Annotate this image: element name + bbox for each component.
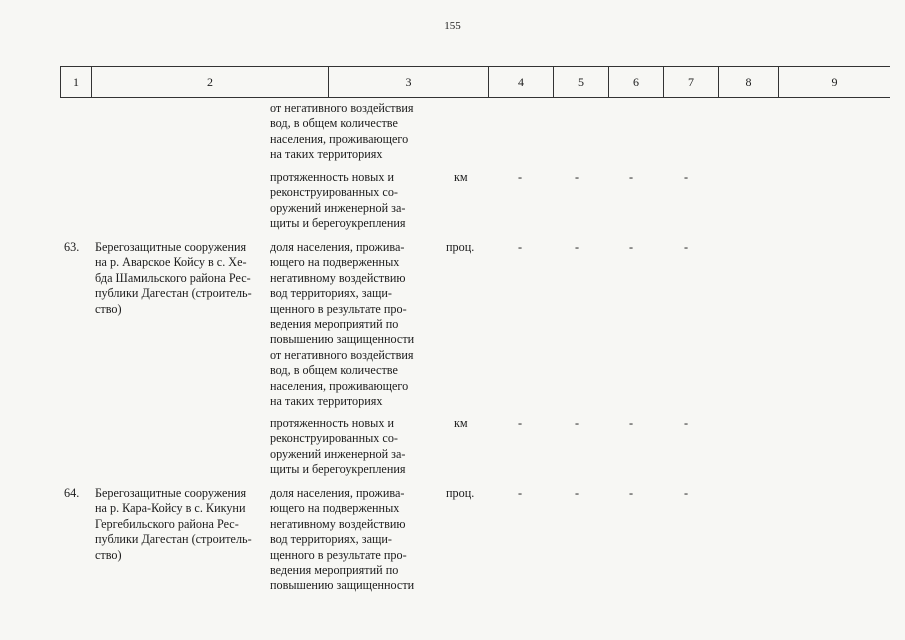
indicator-line: вод территориях, защи-: [270, 532, 392, 547]
header-col-2: 2: [91, 67, 328, 97]
indicator-line: повышению защищенности: [270, 578, 415, 593]
indicator-line: ющего на подверженных: [270, 501, 400, 516]
indicator-line: вод, в общем количестве: [270, 116, 398, 131]
row-3-unit: км: [454, 416, 468, 430]
row-1-value-5: -: [518, 170, 523, 184]
name-line: Берегозащитные сооружения: [95, 486, 247, 500]
row-0-indicator: [270, 101, 428, 163]
indicator-line: щиты и берегоукрепления: [270, 216, 406, 231]
name-line: ство): [95, 301, 122, 316]
row-64-indicator: [270, 486, 428, 594]
table-header: [60, 66, 890, 98]
indicator-line: доля населения, прожива-: [270, 240, 405, 254]
name-line: на р. Аварское Койсу в с. Хе-: [95, 255, 247, 270]
indicator-line: реконструированных со-: [270, 431, 398, 446]
indicator-line: оружений инженерной за-: [270, 446, 406, 461]
indicator-line: протяженность новых и: [270, 416, 394, 430]
row-64-value-6: -: [575, 486, 580, 500]
indicator-line: населения, проживающего: [270, 131, 409, 146]
indicator-line: негативному воздействию: [270, 270, 406, 285]
header-col-5: 5: [553, 67, 608, 97]
indicator-line: доля населения, прожива-: [270, 486, 405, 500]
indicator-line: реконструированных со-: [270, 185, 398, 200]
name-line: на р. Кара-Койсу в с. Кикуни: [95, 501, 246, 516]
row-1-value-7: -: [629, 170, 634, 184]
name-line: Берегозащитные сооружения: [95, 240, 247, 254]
header-col-6: 6: [608, 67, 663, 97]
row-63-unit: проц.: [446, 240, 475, 254]
row-3-value-8: -: [684, 416, 689, 430]
row-1-value-8: -: [684, 170, 689, 184]
header-col-1: 1: [60, 67, 91, 97]
row-64-value-8: -: [684, 486, 689, 500]
indicator-line: щенного в результате про-: [270, 547, 407, 562]
row-63-value-7: -: [629, 240, 634, 254]
row-3-value-7: -: [629, 416, 634, 430]
indicator-line: на таких территориях: [270, 147, 383, 162]
indicator-line: ведения мероприятий по: [270, 317, 399, 332]
row-64-value-7: -: [629, 486, 634, 500]
name-line: ство): [95, 547, 122, 562]
header-col-4: 4: [488, 67, 553, 97]
indicator-line: вод, в общем количестве: [270, 363, 398, 378]
indicator-line: ведения мероприятий по: [270, 563, 399, 578]
row-64-value-5: -: [518, 486, 523, 500]
indicator-line: щенного в результате про-: [270, 301, 407, 316]
header-col-3: 3: [328, 67, 488, 97]
indicator-line: оружений инженерной за-: [270, 200, 406, 215]
row-64-number: 64.: [64, 486, 80, 500]
name-line: бда Шамильского района Рес-: [95, 270, 251, 285]
row-1-indicator: [270, 170, 428, 232]
indicator-line: на таких территориях: [270, 394, 383, 409]
row-1-unit: км: [454, 170, 468, 184]
row-3-value-5: -: [518, 416, 523, 430]
indicator-line: щиты и берегоукрепления: [270, 462, 406, 477]
indicator-line: от негативного воздействия: [270, 101, 414, 115]
row-63-value-6: -: [575, 240, 580, 254]
indicator-line: от негативного воздействия: [270, 347, 414, 362]
row-63-value-5: -: [518, 240, 523, 254]
indicator-line: протяженность новых и: [270, 170, 394, 184]
row-63-number: 63.: [64, 240, 80, 254]
header-col-9: 9: [778, 67, 890, 97]
row-64-name: [95, 486, 266, 563]
row-63-value-8: -: [684, 240, 689, 254]
row-64-unit: проц.: [446, 486, 475, 500]
page-number: 155: [444, 20, 461, 32]
row-63-name: [95, 240, 266, 317]
row-63-indicator: [270, 240, 428, 409]
name-line: публики Дагестан (строитель-: [95, 532, 252, 547]
row-1-value-6: -: [575, 170, 580, 184]
header-col-7: 7: [663, 67, 718, 97]
header-col-8: 8: [718, 67, 778, 97]
row-3-value-6: -: [575, 416, 580, 430]
indicator-line: населения, проживающего: [270, 378, 409, 393]
row-3-indicator: [270, 416, 428, 478]
name-line: Гергебильского района Рес-: [95, 516, 239, 531]
indicator-line: повышению защищенности: [270, 332, 415, 347]
indicator-line: ющего на подверженных: [270, 255, 400, 270]
indicator-line: вод территориях, защи-: [270, 286, 392, 301]
indicator-line: негативному воздействию: [270, 516, 406, 531]
name-line: публики Дагестан (строитель-: [95, 286, 252, 301]
